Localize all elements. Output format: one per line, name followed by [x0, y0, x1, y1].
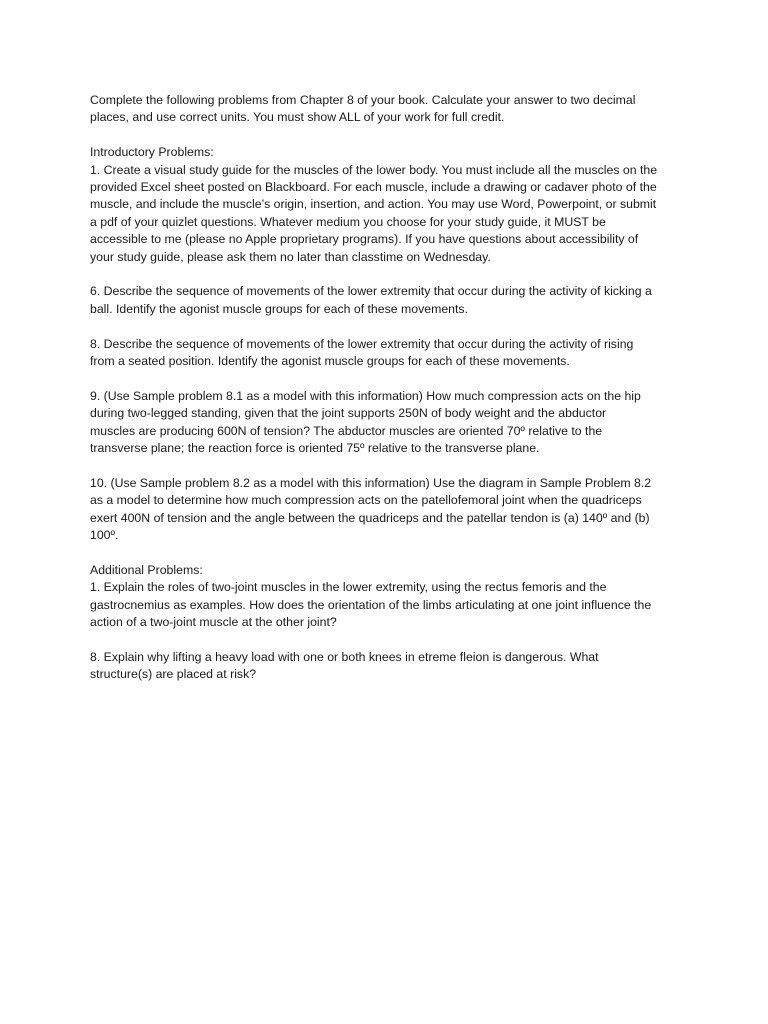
text-line: 100º.	[90, 528, 119, 543]
additional-problems-section	[90, 562, 680, 632]
problem-9-paragraph	[90, 388, 680, 458]
text-line: 1. Create a visual study guide for the muscles of the lower body. You must include all the muscles on the	[90, 162, 658, 177]
text-line: ball. Identify the agonist muscle groups for each of these movements.	[90, 301, 468, 316]
additional-problems-heading: Additional Problems:	[90, 562, 203, 577]
problem-10-paragraph	[90, 475, 680, 545]
text-line: structure(s) are placed at risk?	[90, 667, 257, 682]
text-line: exert 400N of tension and the angle between the quadriceps and the patellar tendon is (a) 140º and (b)	[90, 510, 650, 525]
text-line: 8. Explain why lifting a heavy load with one or both knees in etreme fleion is dangerous. What	[90, 649, 599, 664]
text-line: accessible to me (please no Apple proprietary programs). If you have questions about accessibility of	[90, 232, 639, 247]
text-line: during two-legged standing, given that the joint supports 250N of body weight and the abductor	[90, 406, 607, 421]
problem-6-paragraph	[90, 283, 680, 318]
text-line: 9. (Use Sample problem 8.1 as a model with this information) How much compression acts on the hip	[90, 388, 641, 403]
text-line: as a model to determine how much compression acts on the patellofemoral joint when the quadriceps	[90, 493, 642, 508]
text-line: muscle, and include the muscle’s origin, insertion, and action. You may use Word, Powerpoint, or submit	[90, 197, 657, 212]
text-line: from a seated position. Identify the agonist muscle groups for each of these movements.	[90, 354, 570, 369]
text-line: 6. Describe the sequence of movements of the lower extremity that occur during the activity of kicking a	[90, 284, 652, 299]
document-page	[90, 92, 680, 701]
text-line: 1. Explain the roles of two-joint muscles in the lower extremity, using the rectus femoris and the	[90, 580, 607, 595]
text-line: action of a two-joint muscle at the other joint?	[90, 615, 337, 630]
text-line: 10. (Use Sample problem 8.2 as a model with this information) Use the diagram in Sample Problem 8.2	[90, 475, 652, 490]
introductory-problems-section	[90, 144, 680, 266]
text-line: 8. Describe the sequence of movements of the lower extremity that occur during the activity of rising	[90, 336, 634, 351]
text-line: your study guide, please ask them no later than classtime on Wednesday.	[90, 249, 491, 264]
text-line: muscles are producing 600N of tension? The abductor muscles are oriented 70º relative to the	[90, 423, 603, 438]
text-line: transverse plane; the reaction force is oriented 75º relative to the transverse plane.	[90, 441, 540, 456]
text-line: Complete the following problems from Chapter 8 of your book. Calculate your answer to two decimal	[90, 93, 636, 107]
problem-8-paragraph	[90, 336, 680, 371]
instructions-paragraph	[90, 92, 680, 127]
text-line: a pdf of your quizlet questions. Whatever medium you choose for your study guide, it MUST be	[90, 214, 606, 229]
text-line: provided Excel sheet posted on Blackboard. For each muscle, include a drawing or cadaver photo of the	[90, 180, 657, 195]
text-line: gastrocnemius as examples. How does the orientation of the limbs articulating at one joint influence the	[90, 597, 652, 612]
introductory-problems-heading: Introductory Problems:	[90, 145, 214, 160]
additional-problem-8-paragraph	[90, 649, 680, 684]
text-line: places, and use correct units. You must show ALL of your work for full credit.	[90, 110, 505, 125]
